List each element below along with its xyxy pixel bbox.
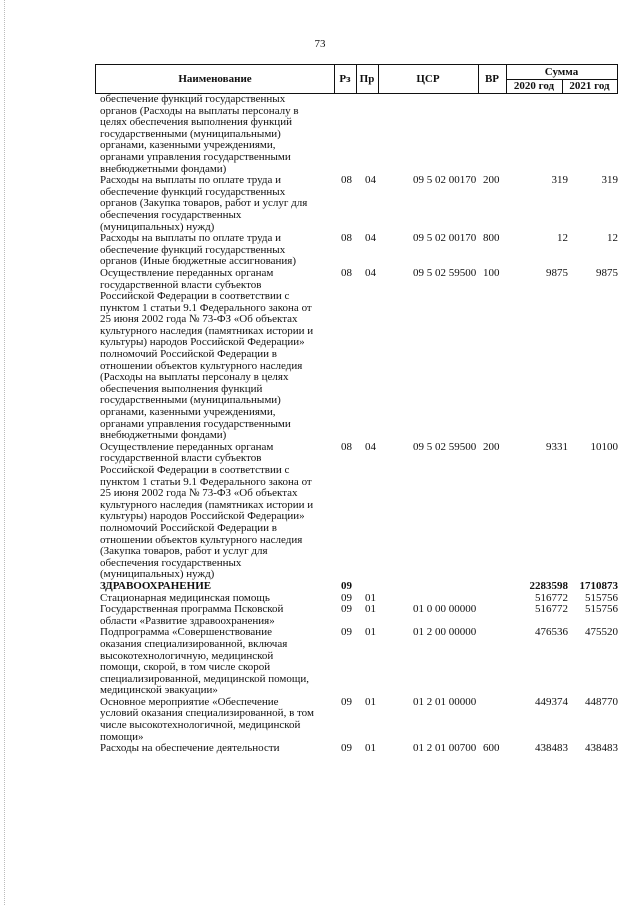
row-sum-2021: 10100 — [590, 440, 618, 453]
row-sum-2020: 319 — [551, 174, 568, 187]
table-body — [100, 94, 620, 755]
row-rz: 09 — [341, 626, 352, 639]
table-row — [100, 627, 620, 697]
row-rz: 08 — [341, 440, 352, 453]
row-pr: 01 — [365, 626, 376, 639]
row-csr: 09 5 02 59500 — [413, 266, 477, 279]
header-name: Наименование — [178, 73, 252, 85]
row-rz: 09 — [341, 603, 352, 616]
row-name: Расходы на обеспечение деятельности — [100, 742, 280, 755]
row-sum-2020: 12 — [557, 232, 568, 245]
row-sum-2021: 475520 — [585, 626, 618, 639]
row-name: Осуществление переданных органам государственной власти субъектов Российской Федерации в соответствии с пунктом 1 статьи 9.1 Федерального закона от 25 июня 2002 года № 73-ФЗ «Об объектах культурного наследия (памятниках истории и культуры) народов Российской Федерации» полномочий Российской Федерации в отношении объектов культурного наследия (Расходы на выплаты персоналу в целях обеспечения выполнения функций государственными (муниципальными) органами, казенными учреждениями, органами управления государственными внебюджетными фондами) — [100, 266, 314, 442]
header-year-2020: 2020 год — [513, 80, 555, 92]
header-csr: ЦСР — [416, 73, 440, 85]
row-sum-2021: 438483 — [585, 742, 618, 755]
row-sum-2020: 516772 — [535, 603, 568, 616]
row-rz: 08 — [341, 266, 352, 279]
table-row — [100, 581, 620, 593]
row-rz: 08 — [341, 174, 352, 187]
table-row — [100, 604, 620, 627]
row-rz: 09 — [341, 579, 352, 592]
row-sum-2020: 516772 — [535, 591, 568, 604]
table-row — [100, 268, 620, 442]
row-name: Стационарная медицинская помощь — [100, 591, 270, 604]
table-row — [100, 743, 620, 755]
row-sum-2021: 319 — [601, 174, 618, 187]
row-vr: 800 — [483, 232, 500, 245]
row-sum-2020: 2283598 — [529, 579, 568, 592]
row-pr: 01 — [365, 695, 376, 708]
table-row — [100, 697, 620, 743]
row-sum-2020: 476536 — [535, 626, 568, 639]
table-row — [100, 442, 620, 581]
header-rz: Рз — [339, 73, 351, 85]
row-rz: 09 — [341, 695, 352, 708]
row-pr: 04 — [365, 174, 376, 187]
row-sum-2020: 438483 — [535, 742, 568, 755]
row-pr: 04 — [365, 232, 376, 245]
row-csr: 01 2 01 00000 — [413, 695, 477, 708]
row-pr: 04 — [365, 440, 376, 453]
row-sum-2021: 515756 — [585, 591, 618, 604]
row-sum-2021: 448770 — [585, 695, 618, 708]
row-csr: 01 2 01 00700 — [413, 742, 477, 755]
row-name: Подпрограмма «Совершенствование оказания специализированной, включая высокотехнологичную, медицинской помощи, скорой, в том числе скорой специализированной, медицинской помощи, медицинской эвакуации» — [100, 626, 309, 697]
row-rz: 09 — [341, 591, 352, 604]
scan-edge — [4, 0, 5, 905]
row-sum-2021: 12 — [607, 232, 618, 245]
row-pr: 01 — [365, 742, 376, 755]
row-pr: 01 — [365, 603, 376, 616]
row-csr: 09 5 02 00170 — [413, 174, 477, 187]
row-sum-2021: 515756 — [585, 603, 618, 616]
row-vr: 100 — [483, 266, 500, 279]
header-pr: Пр — [359, 73, 375, 85]
row-sum-2020: 449374 — [535, 695, 568, 708]
row-sum-2020: 9875 — [546, 266, 568, 279]
row-name: Осуществление переданных органам государственной власти субъектов Российской Федерации в соответствии с пунктом 1 статьи 9.1 Федерального закона от 25 июня 2002 года № 73-ФЗ «Об объектах культурного наследия (памятниках истории и культуры) народов Российской Федерации» полномочий Российской Федерации в отношении объектов культурного наследия (Закупка товаров, работ и услуг для обеспечения государственных (муниципальных) нужд) — [100, 440, 314, 581]
table-row — [100, 94, 620, 175]
row-sum-2021: 9875 — [596, 266, 618, 279]
row-vr: 600 — [483, 742, 500, 755]
table-row — [100, 233, 620, 268]
row-csr: 09 5 02 59500 — [413, 440, 477, 453]
row-name: обеспечение функций государственных органов (Расходы на выплаты персоналу в целях обеспечения выполнения функций государственными (муниципальными) органами, казенными учреждениями, органами управления государственными внебюджетными фондами) — [100, 93, 299, 175]
row-name: Основное мероприятие «Обеспечение условий оказания специализированной, в том числе высокотехнологичной, медицинской помощи» — [100, 695, 314, 743]
row-csr: 09 5 02 00170 — [413, 232, 477, 245]
row-sum-2020: 9331 — [546, 440, 568, 453]
row-rz: 08 — [341, 232, 352, 245]
page-number: 73 — [314, 38, 326, 50]
row-name: Расходы на выплаты по оплате труда и обеспечение функций государственных органов (Закупка товаров, работ и услуг для обеспечения государственных (муниципальных) нужд) — [100, 174, 308, 233]
table-header — [95, 64, 618, 94]
row-vr: 200 — [483, 174, 500, 187]
row-rz: 09 — [341, 742, 352, 755]
row-name: Государственная программа Псковской области «Развитие здравоохранения» — [100, 603, 284, 627]
row-csr: 01 0 00 00000 — [413, 603, 477, 616]
row-csr: 01 2 00 00000 — [413, 626, 477, 639]
row-pr: 04 — [365, 266, 376, 279]
row-name: Расходы на выплаты по оплате труда и обеспечение функций государственных органов (Иные бюджетные ассигнования) — [100, 232, 297, 268]
header-sum: Сумма — [544, 66, 579, 78]
header-vr: ВР — [484, 73, 500, 85]
row-sum-2021: 1710873 — [579, 579, 618, 592]
row-name: ЗДРАВООХРАНЕНИЕ — [100, 579, 212, 592]
header-year-2021: 2021 год — [569, 80, 610, 92]
row-pr: 01 — [365, 591, 376, 604]
row-vr: 200 — [483, 440, 500, 453]
table-row — [100, 175, 620, 233]
